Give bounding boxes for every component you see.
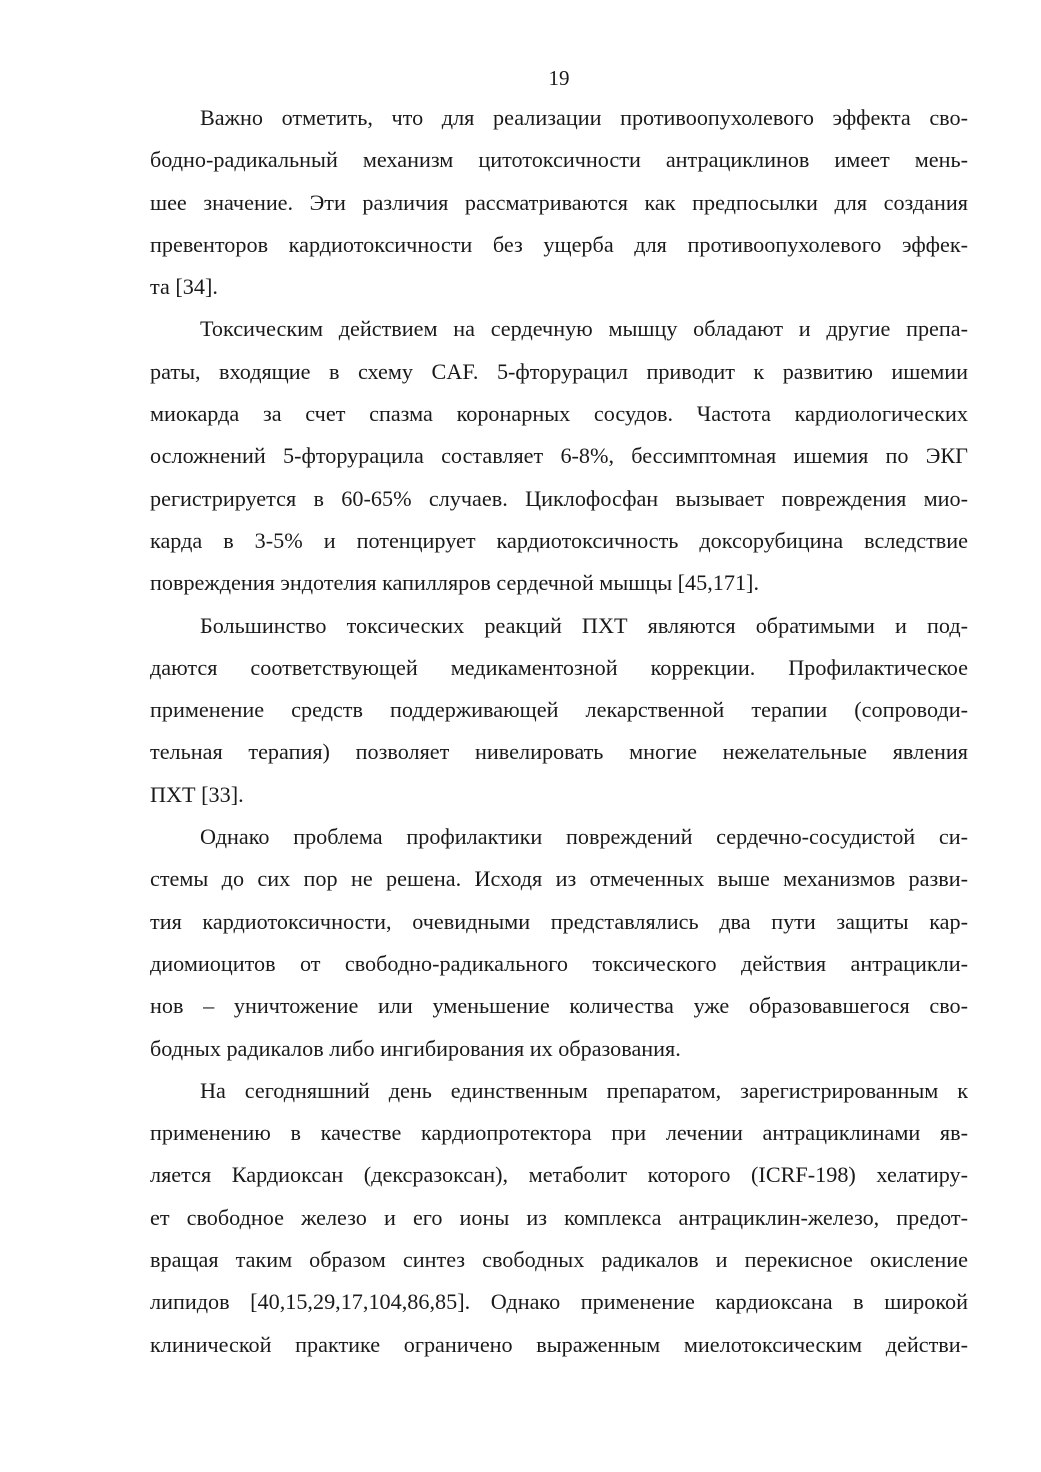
text-line: ПХТ [33]. [150, 781, 244, 807]
text-line: клинической практике ограничено выраженным миелотоксическим действи- [150, 1331, 968, 1357]
text-line: бодно-радикальный механизм цитотоксичности антрациклинов имеет мень- [150, 147, 968, 173]
body-text [150, 97, 968, 1366]
text-line: ляется Кардиоксан (дексразоксан), метаболит которого (ICRF-198) хелатиру- [150, 1162, 968, 1188]
text-line: Большинство токсических реакций ПХТ являются обратимыми и под- [200, 612, 968, 638]
text-line: тельная терапия) позволяет нивелировать многие нежелательные явления [150, 739, 968, 765]
text-line: тия кардиотоксичности, очевидными представлялись два пути защиты кар- [150, 908, 968, 934]
text-line: бодных радикалов либо ингибирования их образования. [150, 1035, 681, 1061]
text-line: применению в качестве кардиопротектора при лечении антрациклинами яв- [150, 1120, 968, 1146]
text-line: вращая таким образом синтез свободных радикалов и перекисное окисление [150, 1247, 968, 1273]
text-line: применение средств поддерживающей лекарственной терапии (сопроводи- [150, 697, 968, 723]
text-line: повреждения эндотелия капилляров сердечной мышцы [45,171]. [150, 570, 759, 596]
page-number: 19 [548, 66, 570, 90]
text-line: липидов [40,15,29,17,104,86,85]. Однако применение кардиоксана в широкой [150, 1289, 968, 1315]
text-line: осложнений 5-фторурацила составляет 6-8%, бессимптомная ишемия по ЭКГ [150, 443, 968, 469]
text-line: карда в 3-5% и потенцирует кардиотоксичность доксорубицина вследствие [150, 527, 968, 553]
text-line: Токсическим действием на сердечную мышцу обладают и другие препа- [200, 316, 968, 342]
text-line: шее значение. Эти различия рассматриваются как предпосылки для создания [150, 189, 968, 215]
text-line: ет свободное железо и его ионы из комплекса антрациклин-железо, предот- [150, 1204, 968, 1230]
text-line: миокарда за счет спазма коронарных сосудов. Частота кардиологических [150, 401, 968, 427]
text-line: Однако проблема профилактики повреждений сердечно-сосудистой си- [200, 824, 968, 850]
text-line: диомиоцитов от свободно-радикального токсического действия антрацикли- [150, 950, 968, 976]
text-line: На сегодняшний день единственным препаратом, зарегистрированным к [200, 1077, 968, 1103]
text-line: регистрируется в 60-65% случаев. Циклофосфан вызывает повреждения мио- [150, 485, 968, 511]
text-line: превенторов кардиотоксичности без ущерба для противоопухолевого эффек- [150, 231, 968, 257]
text-line: даются соответствующей медикаментозной коррекции. Профилактическое [150, 654, 968, 680]
text-line: та [34]. [150, 274, 218, 300]
text-line: раты, входящие в схему CAF. 5-фторурацил приводит к развитию ишемии [150, 358, 968, 384]
text-line: стемы до сих пор не решена. Исходя из отмеченных выше механизмов разви- [150, 866, 968, 892]
text-line: нов – уничтожение или уменьшение количества уже образовавшегося сво- [150, 993, 968, 1019]
text-line: Важно отметить, что для реализации противоопухолевого эффекта сво- [200, 105, 968, 130]
